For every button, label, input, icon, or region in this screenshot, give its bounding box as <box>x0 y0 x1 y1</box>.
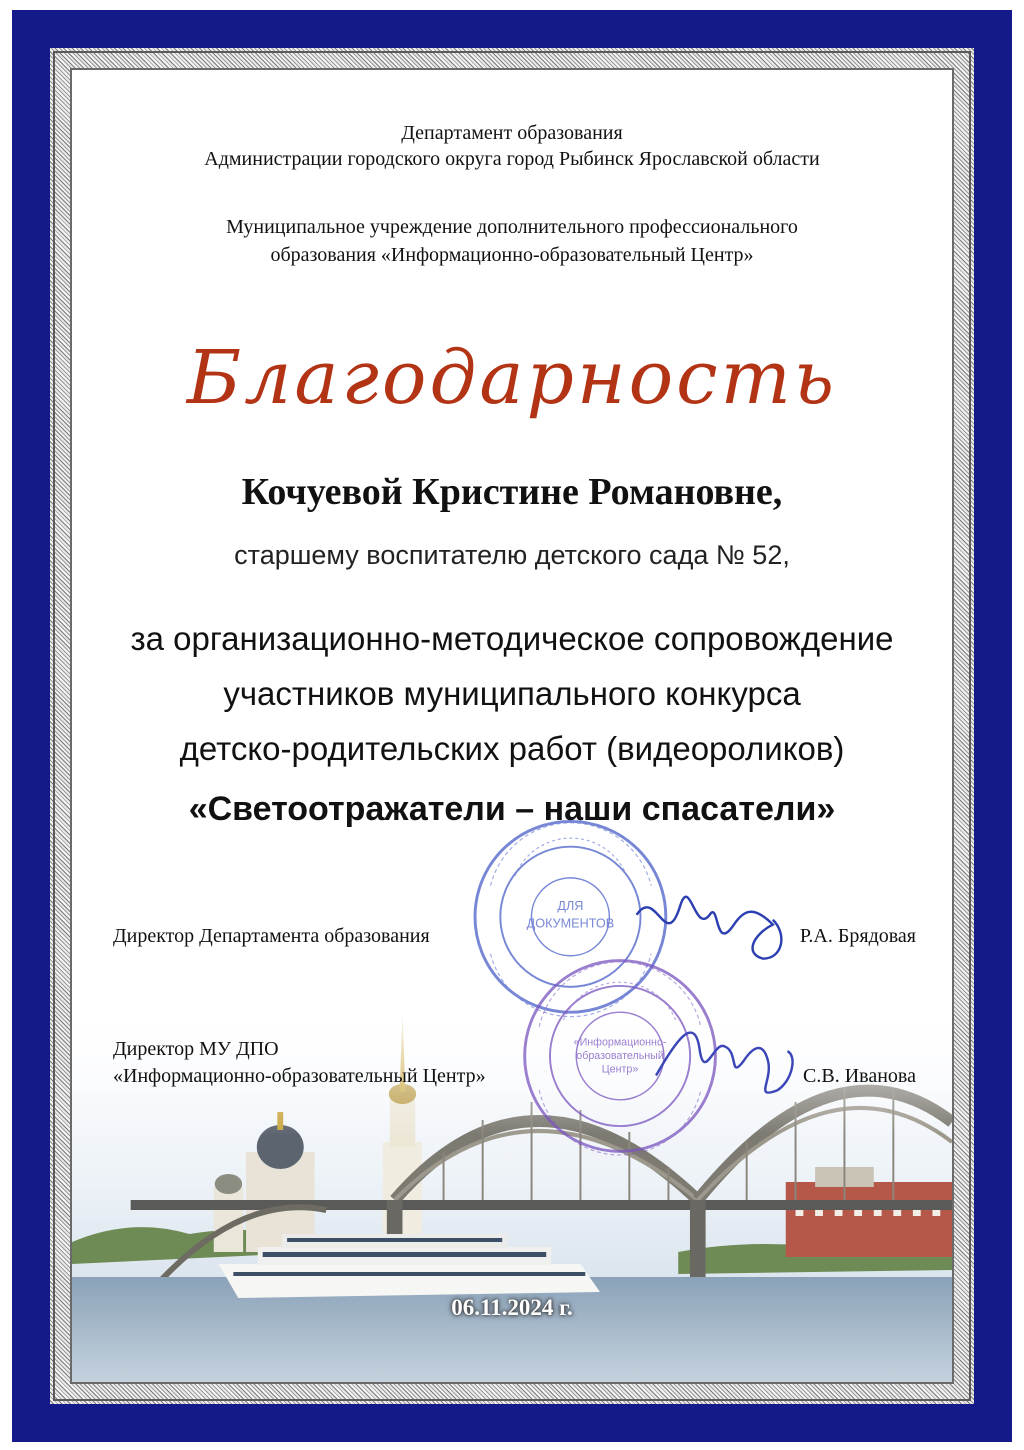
stamp-1-center-line-1: ДЛЯ <box>557 898 584 913</box>
stamp-2-center-line-1: «Информационно- <box>573 1036 667 1049</box>
signature-2-name: С.В. Иванова <box>803 1065 916 1087</box>
handwritten-signature-1 <box>637 897 782 959</box>
issue-date: 06.11.2024 г. <box>451 1295 573 1320</box>
department-stamp <box>475 821 666 1016</box>
certificate-silver-border <box>50 48 974 1404</box>
certificate-title: Благодарность <box>186 335 838 421</box>
stamp-1-center-line-2: ДОКУМЕНТОВ <box>526 916 615 931</box>
reason-line-1: за организационно-методическое сопровождение <box>130 620 894 657</box>
signature-1-name: Р.А. Брядовая <box>799 925 916 947</box>
signature-2-role-line-1: Директор МУ ДПО <box>113 1038 279 1060</box>
institution-line-2: образования «Информационно-образовательный Центр» <box>270 244 754 266</box>
institution-line-1: Муниципальное учреждение дополнительного профессионального <box>226 216 798 238</box>
stamp-2-center-line-3: Центр» <box>601 1063 639 1076</box>
department-line-2: Администрации городского округа город Рыбинск Ярославской области <box>204 148 820 170</box>
contest-name: «Светоотражатели – наши спасатели» <box>188 790 836 828</box>
stamp-2-center-line-2: образовательный <box>576 1049 664 1062</box>
recipient-name: Кочуевой Кристине Романовне, <box>241 471 783 513</box>
signature-2-role-line-2: «Информационно-образовательный Центр» <box>113 1065 486 1087</box>
department-line-1: Департамент образования <box>401 122 623 144</box>
reason-line-3: детско-родительских работ (видеороликов) <box>179 730 845 767</box>
recipient-position: старшему воспитателю детского сада № 52, <box>234 540 790 570</box>
certificate-outer-frame <box>12 10 1012 1442</box>
certificate-page <box>70 68 954 1384</box>
reason-line-2: участников муниципального конкурса <box>223 675 801 712</box>
signature-1-role: Директор Департамента образования <box>113 925 430 947</box>
